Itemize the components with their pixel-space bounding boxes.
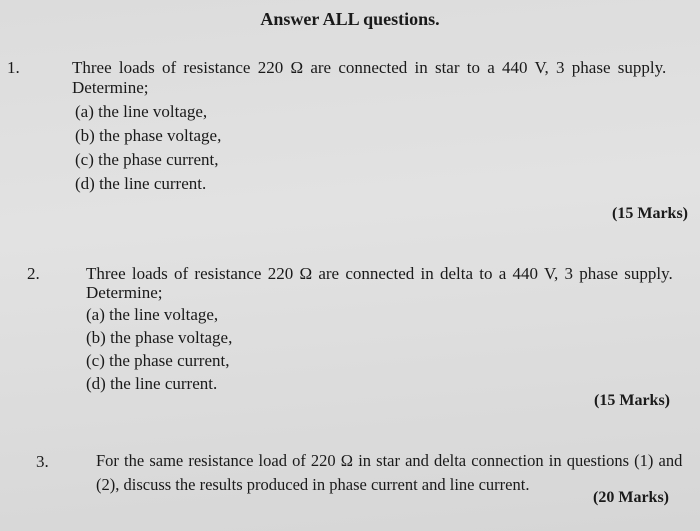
question-3-text xyxy=(96,449,683,497)
question-3-line-2: (2), discuss the results produced in phase current and line current. xyxy=(96,475,530,494)
question-1-part-a: (a) the line voltage, xyxy=(75,102,208,121)
question-2-part-d: (d) the line current. xyxy=(86,374,218,393)
question-1-part-c: (c) the phase current, xyxy=(75,150,219,169)
question-2-text xyxy=(86,262,684,396)
question-2-part-c: (c) the phase current, xyxy=(86,351,230,370)
question-3-number: 3. xyxy=(36,452,49,471)
question-1-marks: (15 Marks) xyxy=(612,205,688,222)
question-1-line-1: Three loads of resistance 220 Ω are connected in star to a 440 V, 3 phase supply. xyxy=(72,58,667,77)
question-2-part-a: (a) the line voltage, xyxy=(86,305,219,324)
question-3-line-1: For the same resistance load of 220 Ω in star and delta connection in questions (1) and xyxy=(96,451,683,470)
question-1-part-d: (d) the line current. xyxy=(75,174,207,193)
question-1-line-2: Determine; xyxy=(72,78,149,97)
question-3-marks: (20 Marks) xyxy=(593,489,669,506)
question-1-text xyxy=(72,56,700,196)
question-2-part-b: (b) the phase voltage, xyxy=(86,328,233,347)
question-2-number: 2. xyxy=(27,264,40,283)
question-2-line-1: Three loads of resistance 220 Ω are connected in delta to a 440 V, 3 phase supply. xyxy=(86,264,673,283)
question-2-line-2: Determine; xyxy=(86,283,163,302)
question-1-part-b: (b) the phase voltage, xyxy=(75,126,222,145)
page-heading: Answer ALL questions. xyxy=(260,9,440,29)
question-2-marks: (15 Marks) xyxy=(594,392,670,409)
question-1-number: 1. xyxy=(7,58,20,77)
